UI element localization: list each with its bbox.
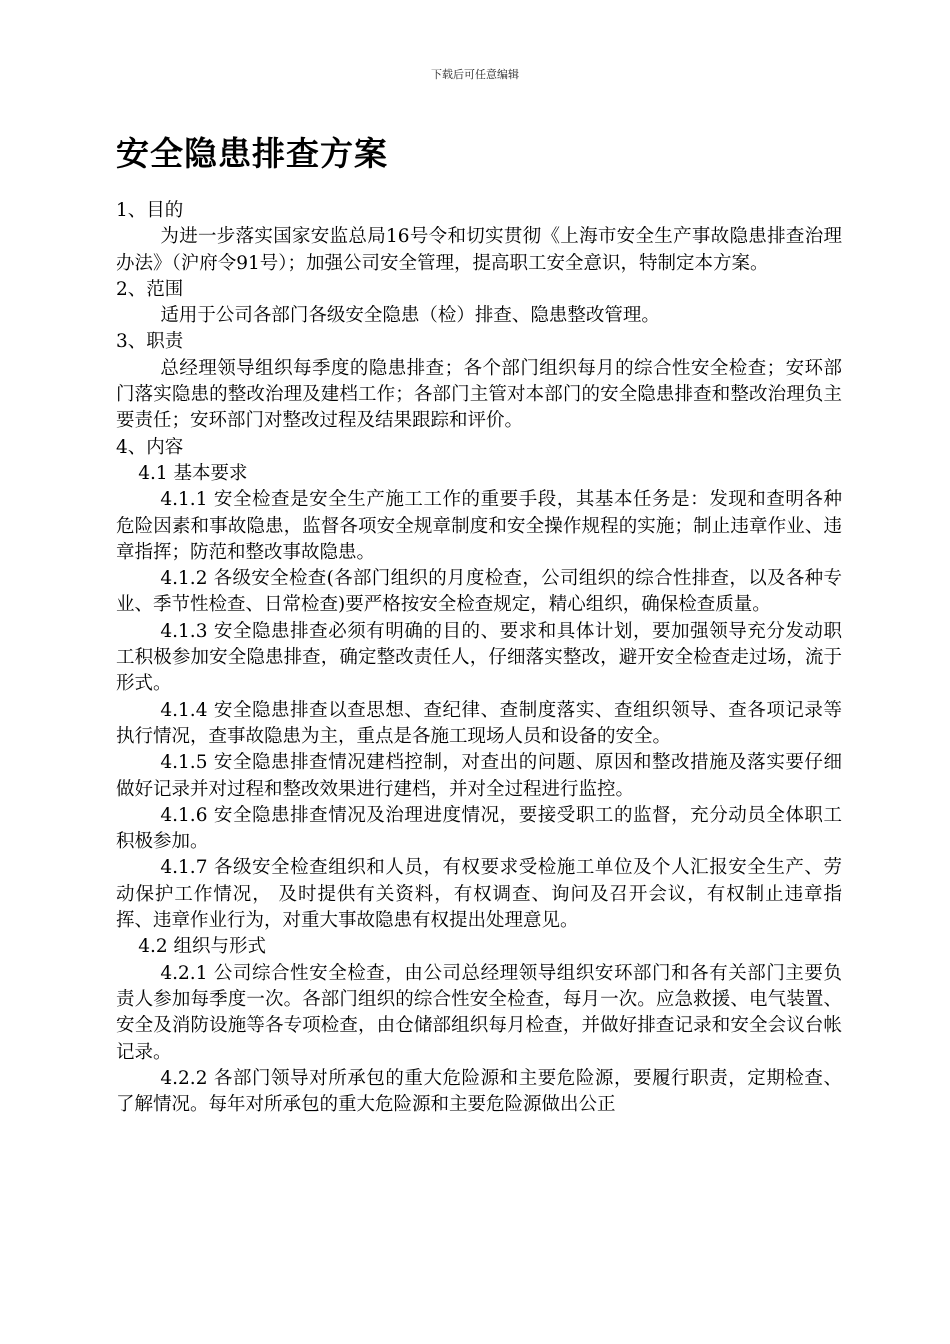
clause-4-1-7: 4.1.7 各级安全检查组织和人员，有权要求受检施工单位及个人汇报安全生产、劳动保护工作情况， 及时提供有关资料，有权调查、询问及召开会议，有权制止违章指挥、违章作业行为，对重大事故隐患有权提出处理意见。: [116, 857, 842, 932]
section-text-responsibility: 总经理领导组织每季度的隐患排查；各个部门组织每月的综合性安全检查；安环部门落实隐患的整改治理及建档工作；各部门主管对本部门的安全隐患排查和整改治理负主要责任；安环部门对整改过程及结果跟踪和评价。: [116, 357, 842, 432]
page-header-note: 下载后可任意编辑: [431, 68, 519, 81]
section-heading-responsibility: 3、职责: [116, 331, 184, 353]
clause-4-1-6: 4.1.6 安全隐患排查情况及治理进度情况，要接受职工的监督，充分动员全体职工积极参加。: [116, 804, 842, 853]
document-title: 安全隐患排查方案: [116, 134, 388, 173]
section-heading-purpose: 1、目的: [116, 200, 184, 221]
clause-4-2-1: 4.2.1 公司综合性安全检查，由公司总经理领导组织安环部门和各有关部门主要负责人参加每季度一次。各部门组织的综合性安全检查，每月一次。应急救援、电气装置、安全及消防设施等各专项检查，由仓储部组织每月检查，并做好排查记录和安全会议台帐记录。: [116, 962, 842, 1063]
clause-4-1-3: 4.1.3 安全隐患排查必须有明确的目的、要求和具体计划，要加强领导充分发动职工积极参加安全隐患排查，确定整改责任人，仔细落实整改，避开安全检查走过场，流于形式。: [116, 620, 842, 695]
subsection-heading-basic-requirements: 4.1 基本要求: [138, 462, 248, 484]
document-body: [116, 198, 842, 1118]
clause-4-1-1: 4.1.1 安全检查是安全生产施工工作的重要手段，其基本任务是：发现和查明各种危险因素和事故隐患，监督各项安全规章制度和安全操作规程的实施；制止违章作业、违章指挥；防范和整改事故隐患。: [116, 489, 842, 563]
clause-4-1-4: 4.1.4 安全隐患排查以查思想、查纪律、查制度落实、查组织领导、查各项记录等执行情况，查事故隐患为主，重点是各施工现场人员和设备的安全。: [116, 699, 842, 747]
clause-4-1-5: 4.1.5 安全隐患排查情况建档控制，对查出的问题、原因和整改措施及落实要仔细做好记录并对过程和整改效果进行建档，并对全过程进行监控。: [116, 752, 842, 800]
clause-4-2-2: 4.2.2 各部门领导对所承包的重大危险源和主要危险源，要履行职责，定期检查、了解情况。每年对所承包的重大危险源和主要危险源做出公正: [116, 1067, 842, 1116]
clause-4-1-2: 4.1.2 各级安全检查(各部门组织的月度检查，公司组织的综合性排查，以及各种专业、季节性检查、日常检查)要严格按安全检查规定，精心组织，确保检查质量。: [116, 568, 842, 616]
subsection-heading-organization: 4.2 组织与形式: [138, 936, 266, 958]
section-text-purpose: 为进一步落实国家安监总局16号令和切实贯彻《上海市安全生产事故隐患排查治理办法》（沪府令91号）；加强公司安全管理，提高职工安全意识，特制定本方案。: [116, 226, 842, 274]
section-heading-scope: 2、范围: [116, 278, 184, 300]
section-heading-content: 4、内容: [116, 436, 184, 458]
section-text-scope: 适用于公司各部门各级安全隐患（检）排查、隐患整改管理。: [160, 305, 660, 327]
